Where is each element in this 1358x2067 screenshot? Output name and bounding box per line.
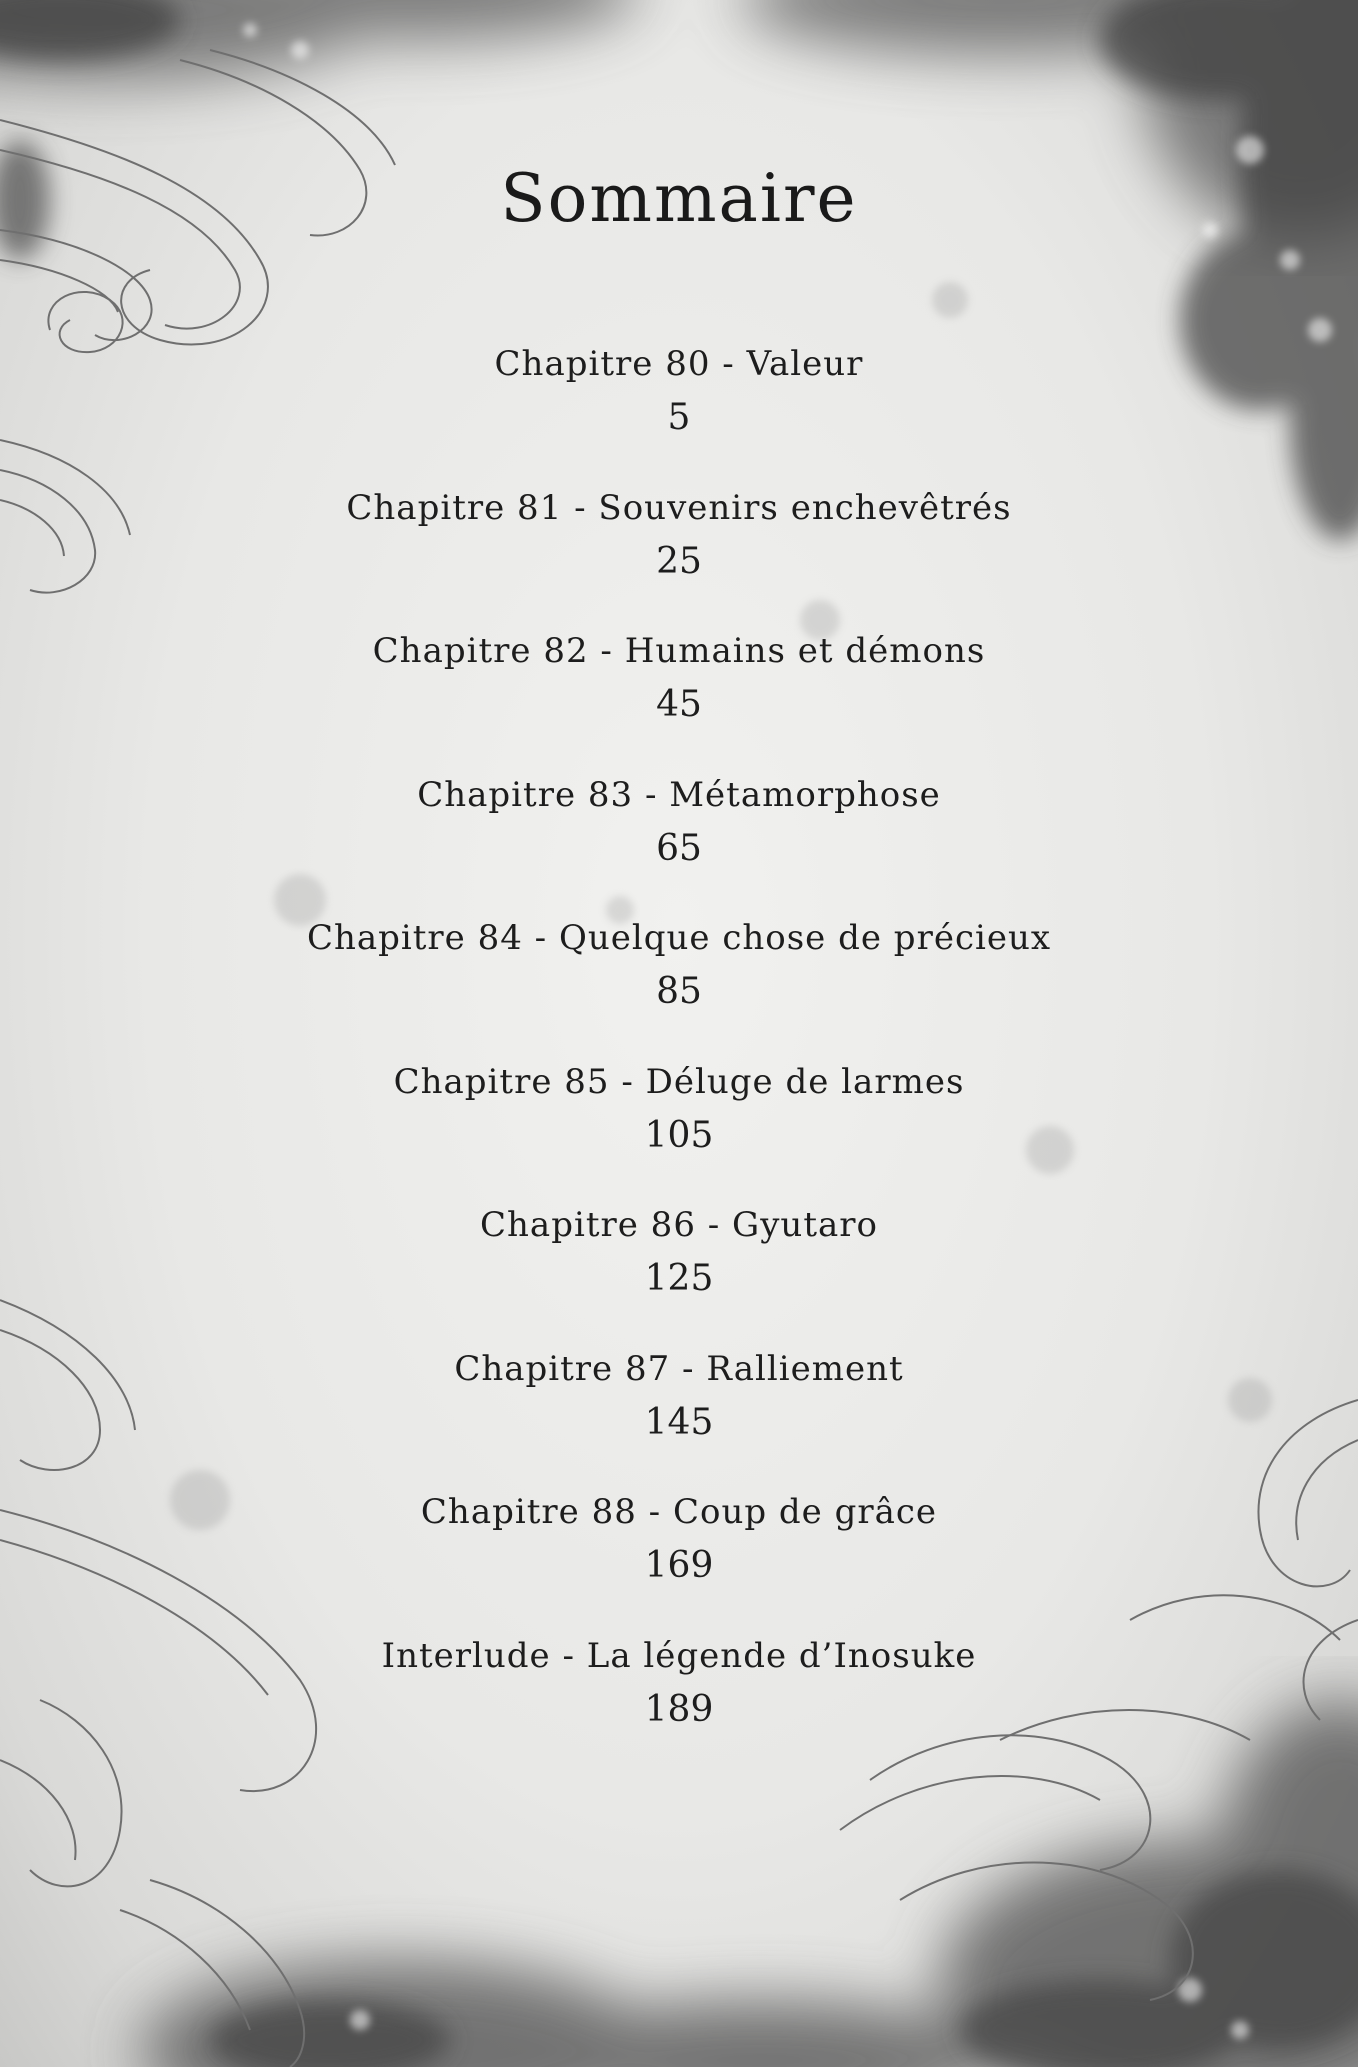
toc-entry-page: 25 [656,540,702,582]
toc-entry-title: Chapitre 81 - Souvenirs enchevêtrés [346,487,1012,528]
toc-entry-page: 189 [644,1688,714,1730]
toc-entry-title: Chapitre 85 - Déluge de larmes [393,1061,965,1102]
toc-entry-title: Interlude - La légende d’Inosuke [381,1635,977,1676]
toc-entry [0,338,1358,482]
toc-entry-page: 169 [644,1545,714,1586]
toc-entry [0,1630,1358,1774]
toc-entry [0,1486,1358,1630]
toc-entry-title: Chapitre 82 - Humains et démons [372,631,986,671]
toc-entry-page: 125 [644,1258,714,1299]
toc-entry [0,769,1358,913]
toc-entry-page: 105 [644,1114,714,1156]
toc-entry-page: 45 [656,684,702,725]
toc-entry-title: Chapitre 84 - Quelque chose de précieux [306,918,1052,958]
toc-entry-title: Chapitre 87 - Ralliement [454,1348,904,1389]
toc-entry [0,912,1358,1056]
toc-entry-page: 65 [656,827,702,869]
page-title: Sommaire [500,160,858,237]
toc-entry-title: Chapitre 88 - Coup de grâce [420,1492,938,1532]
table-of-contents [0,338,1358,1773]
toc-entry-title: Chapitre 86 - Gyutaro [480,1205,878,1245]
toc-entry-title: Chapitre 83 - Métamorphose [417,774,941,815]
toc-entry [0,482,1358,626]
toc-entry-page: 5 [667,397,691,438]
toc-entry [0,1056,1358,1200]
toc-entry-page: 85 [656,971,702,1012]
toc-entry [0,1343,1358,1487]
toc-entry [0,625,1358,769]
toc-entry [0,1199,1358,1343]
toc-entry-page: 145 [644,1401,714,1443]
toc-entry-title: Chapitre 80 - Valeur [494,344,864,384]
